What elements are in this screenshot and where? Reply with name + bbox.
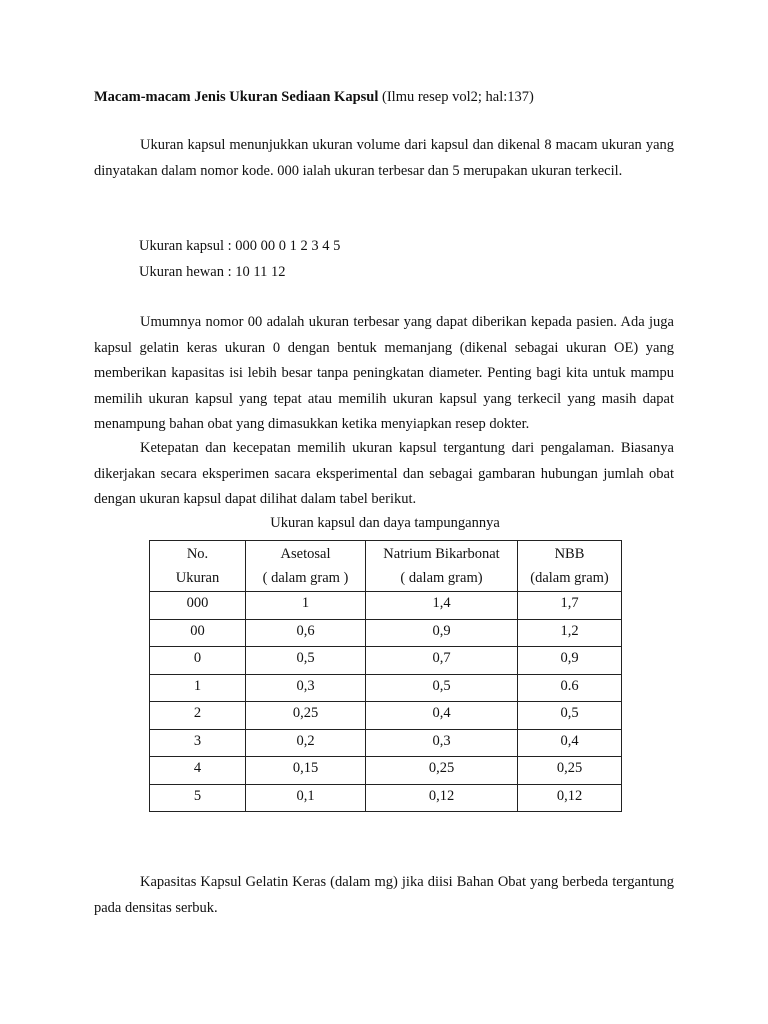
header-line: ( dalam gram ) [262, 570, 349, 586]
table-cell: 0,2 [246, 729, 366, 757]
table-cell: 0,6 [246, 619, 366, 647]
table-cell: 1 [150, 674, 246, 702]
table-cell: 1,4 [366, 592, 518, 620]
header-line: ( dalam gram) [400, 570, 483, 586]
table-cell: 4 [150, 757, 246, 785]
table-cell: 1,2 [518, 619, 622, 647]
table-row [150, 592, 622, 620]
table-cell: 1,7 [518, 592, 622, 620]
table-cell: 0,9 [518, 647, 622, 675]
capsule-size-list: Ukuran kapsul : 000 00 0 1 2 3 4 5 [139, 238, 341, 254]
table-row [150, 674, 622, 702]
animal-size-list: Ukuran hewan : 10 11 12 [139, 264, 286, 280]
table-row [150, 702, 622, 730]
table-row [150, 619, 622, 647]
paragraph-size-selection: Umumnya nomor 00 adalah ukuran terbesar yang dapat diberikan kepada pasien. Ada juga kapsul gelatin keras ukuran 0 dengan bentuk memanjang (dikenal sebagai ukuran OE) yang memberikan kapasitas isi lebih besar tanpa peningkatan diameter. Penting bagi kita untuk mampu memilih ukuran kapsul yang tepat atau memilih ukuran kapsul yang terkecil yang masih dapat menampung bahan obat yang dimasukkan ketika menyiapkan resep dokter. [94, 314, 674, 432]
header-nbb [518, 541, 622, 592]
header-line: Asetosal [280, 546, 331, 562]
table-header-row [150, 541, 622, 592]
table-cell: 0,3 [366, 729, 518, 757]
header-line: NBB [554, 546, 585, 562]
table-cell: 0,5 [518, 702, 622, 730]
table-cell: 2 [150, 702, 246, 730]
document-heading [94, 88, 534, 106]
table-cell: 0,9 [366, 619, 518, 647]
table-cell: 3 [150, 729, 246, 757]
table-cell: 00 [150, 619, 246, 647]
table-cell: 000 [150, 592, 246, 620]
header-line: (dalam gram) [530, 570, 609, 586]
table-cell: 0,25 [366, 757, 518, 785]
header-line: No. [186, 546, 209, 562]
table-row [150, 647, 622, 675]
table-cell: 1 [246, 592, 366, 620]
table-row [150, 729, 622, 757]
table-cell: 0,25 [246, 702, 366, 730]
header-natrium-bikarbonat [366, 541, 518, 592]
table-cell: 0,4 [518, 729, 622, 757]
table-cell: 0,1 [246, 784, 366, 812]
table-cell: 5 [150, 784, 246, 812]
heading-source: (Ilmu resep vol2; hal:137) [378, 89, 534, 105]
table-cell: 0,5 [366, 674, 518, 702]
heading-title: Macam-macam Jenis Ukuran Sediaan Kapsul [94, 89, 379, 105]
table-row [150, 757, 622, 785]
table-cell: 0.6 [518, 674, 622, 702]
table-cell: 0,4 [366, 702, 518, 730]
paragraph-experience: Ketepatan dan kecepatan memilih ukuran kapsul tergantung dari pengalaman. Biasanya dikerjakan secara eksperimen sacara eksperimental dan sebagai gambaran hubungan jumlah obat dengan ukuran kapsul dapat dilihat dalam tabel berikut. [94, 440, 674, 507]
table-row [150, 784, 622, 812]
paragraph-gelatin-capacity: Kapasitas Kapsul Gelatin Keras (dalam mg) jika diisi Bahan Obat yang berbeda tergantung pada densitas serbuk. [94, 874, 674, 916]
header-line: Ukuran [175, 570, 220, 586]
capsule-capacity-table [149, 540, 622, 812]
table-cell: 0,12 [518, 784, 622, 812]
table-caption: Ukuran kapsul dan daya tampungannya [270, 515, 500, 531]
table-cell: 0,15 [246, 757, 366, 785]
paragraph-capsule-sizes-intro: Ukuran kapsul menunjukkan ukuran volume dari kapsul dan dikenal 8 macam ukuran yang dinyatakan dalam nomor kode. 000 ialah ukuran terbesar dan 5 merupakan ukuran terkecil. [94, 137, 674, 179]
table-cell: 0,25 [518, 757, 622, 785]
table-cell: 0,12 [366, 784, 518, 812]
table-cell: 0,5 [246, 647, 366, 675]
table-cell: 0,7 [366, 647, 518, 675]
header-size-number [150, 541, 246, 592]
header-line: Natrium Bikarbonat [383, 546, 500, 562]
table-cell: 0 [150, 647, 246, 675]
header-asetosal [246, 541, 366, 592]
table-cell: 0,3 [246, 674, 366, 702]
